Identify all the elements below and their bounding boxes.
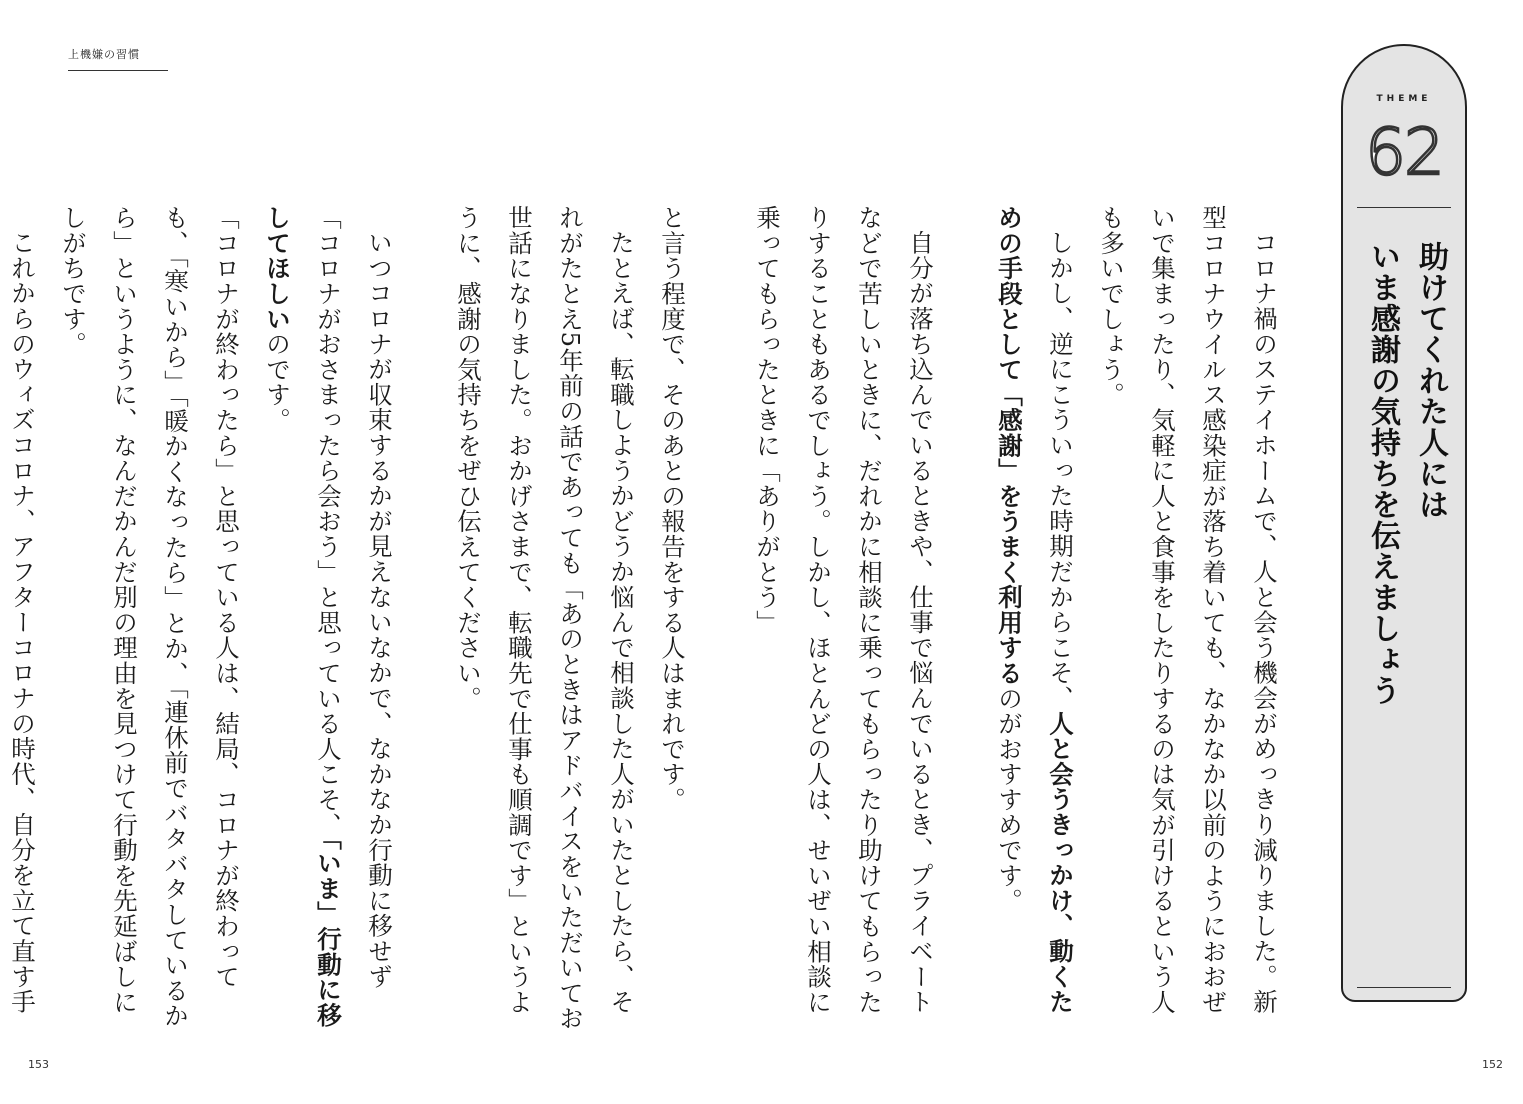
- text-run: のです。: [263, 331, 292, 433]
- emphasis-text: 「いま」行動に移してほしい: [263, 205, 343, 1028]
- theme-box: [1341, 44, 1467, 1002]
- paragraph: 「コロナが終わったら」と思っている人は、結局、コロナが終わっても、「寒いから」「暖かくなったら」とか、「連休前でバタバタしているから」というように、なんだかんだ別の理由を見つけて行動を先延ばしにしがちです。: [59, 205, 241, 1029]
- paragraph: [984, 205, 1086, 1035]
- text-run: のがおすすめです。: [995, 685, 1024, 914]
- paragraph: と言う程度で、そのあとの報告をする人はまれです。: [658, 205, 687, 813]
- theme-rule-bottom: [1357, 987, 1451, 988]
- page-number-right: 152: [1482, 1058, 1503, 1071]
- chapter-title: [1343, 241, 1469, 861]
- page-number-left: 153: [28, 1058, 49, 1071]
- running-head: 上機嫌の習慣: [68, 46, 168, 71]
- paragraph: たとえば、転職しようかどうか悩んで相談した人がいたとしたら、それがたとえ5年前の話であっても「あのときはアドバイスをいただいてお世話になりました。おかげさまで、転職先で仕事も順調です」というように、感謝の気持ちをぜひ伝えてください。: [454, 205, 636, 1031]
- right-page-body: [753, 205, 1290, 1035]
- theme-rule-top: [1357, 207, 1451, 208]
- paragraph: これからのウィズコロナ、アフターコロナの時代、自分を立て直す手: [8, 229, 37, 1014]
- title-line-1: 助けてくれた人には: [1413, 241, 1448, 520]
- paragraph: コロナ禍のステイホームで、人と会う機会がめっきり減りました。新型コロナウイルス感染症が落ち着いても、なかなか以前のようにおおぜいで集まったり、気軽に人と食事をしたりするのは気が引けるという人も多いでしょう。: [1097, 205, 1279, 1015]
- paragraph: 自分が落ち込んでいるときや、仕事で悩んでいるとき、プライベートなどで苦しいときに、だれかに相談に乗ってもらったり助けてもらったりすることもあるでしょう。しかし、ほとんどの人は、せいぜい相談に乗ってもらったときに「ありがとう」: [753, 205, 935, 1015]
- title-line-2: いま感謝の気持ちを伝えましょう: [1365, 241, 1400, 706]
- emphasis-text: 人と会うきっかけ、動くための手段として「感謝」をうまく利用する: [995, 205, 1075, 1014]
- text-run: しかし、逆にこういった時期だからこそ、: [1046, 229, 1075, 711]
- paragraph: [252, 205, 405, 1035]
- theme-label: THEME: [1376, 94, 1432, 104]
- theme-number: 62: [1365, 116, 1443, 190]
- text-run: いつコロナが収束するかが見えないなかで、なかなか行動に移せず「コロナがおさまったら会おう」と思っている人こそ、: [314, 205, 394, 989]
- left-page-body: [8, 205, 698, 1035]
